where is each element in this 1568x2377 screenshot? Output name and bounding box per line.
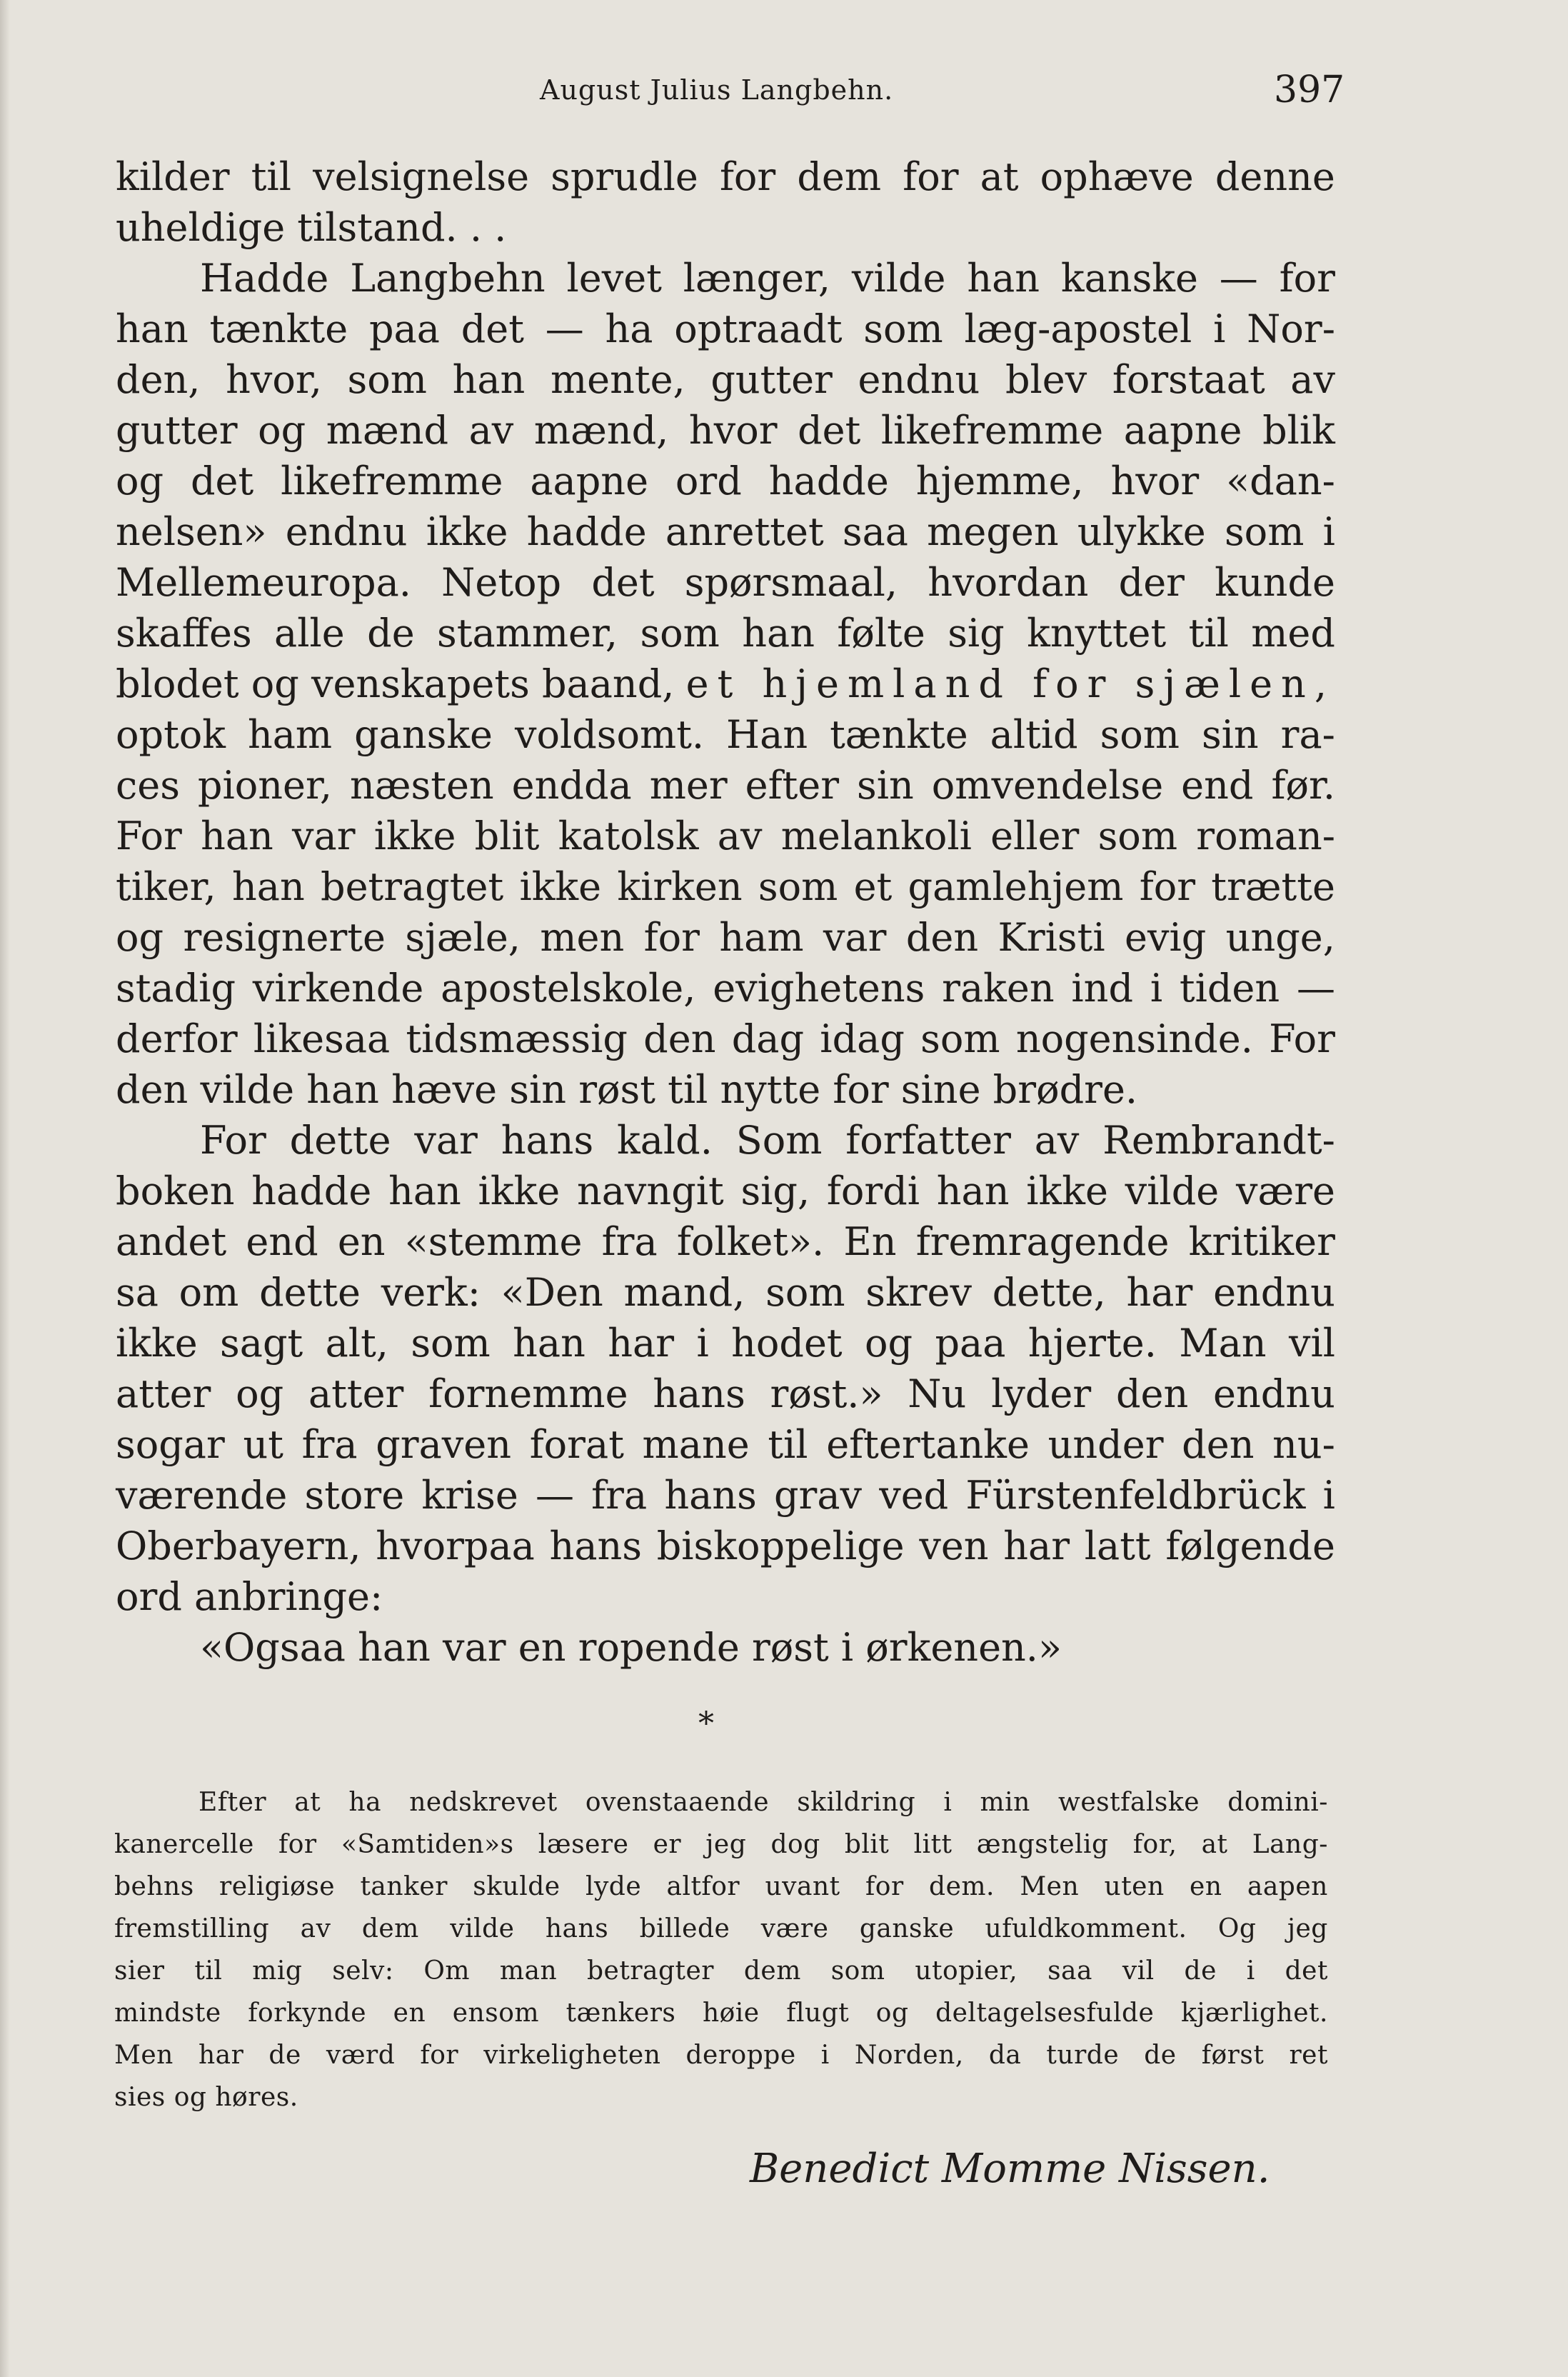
text-line: sogar ut fra graven forat mane til eftertanke under den nu- xyxy=(116,1422,1335,1467)
text-line: ikke sagt alt, som han har i hodet og paa hjerte. Man vil xyxy=(116,1321,1335,1366)
text-line: og resignerte sjæle, men for ham var den Kristi evig unge, xyxy=(116,915,1335,960)
footnote-line: fremstilling av dem vilde hans billede være ganske ufuldkomment. Og jeg xyxy=(114,1914,1328,1943)
text-line: For dette var hans kald. Som forfatter av Rembrandt- xyxy=(200,1118,1335,1163)
footnote-line: kanercelle for «Samtiden»s læsere er jeg dog blit litt ængstelig for, at Lang- xyxy=(114,1830,1328,1859)
text-line: andet end en «stemme fra folket». En fremragende kritiker xyxy=(116,1219,1335,1264)
text-line: ces pioner, næsten endda mer efter sin omvendelse end før. xyxy=(116,763,1335,808)
footnote-line: Men har de værd for virkeligheten deroppe i Norden, da turde de først ret xyxy=(114,2041,1328,2070)
text-line: stadig virkende apostelskole, evighetens raken ind i tiden — xyxy=(116,966,1335,1011)
text-line: kilder til velsignelse sprudle for dem for at ophæve denne xyxy=(116,154,1335,199)
text-line: uheldige tilstand. . . xyxy=(116,205,507,250)
footnote-line: sies og høres. xyxy=(114,2083,298,2112)
footnote-line: sier til mig selv: Om man betragter dem som utopier, saa vil de i det xyxy=(114,1956,1328,1986)
footnote xyxy=(114,1781,1328,2118)
text-line: tiker, han betragtet ikke kirken som et gamlehjem for trætte xyxy=(116,864,1335,909)
emphasized-phrase: et hjemland for sjælen, xyxy=(685,661,1335,706)
text-line: boken hadde han ikke navngit sig, fordi han ikke vilde være xyxy=(116,1169,1335,1213)
text-line: ord anbringe: xyxy=(116,1574,383,1619)
text-line: den vilde han hæve sin røst til nytte for sine brødre. xyxy=(116,1067,1138,1112)
text-line: Hadde Langbehn levet længer, vilde han kanske — for xyxy=(200,256,1335,301)
page-number: 397 xyxy=(1274,69,1345,111)
body-text xyxy=(116,151,1335,1673)
text-line: han tænkte paa det — ha optraadt som læg-apostel i Nor- xyxy=(116,306,1335,351)
text-line: Mellemeuropa. Netop det spørsmaal, hvordan der kunde xyxy=(116,560,1335,605)
text-line: den, hvor, som han mente, gutter endnu blev forstaat av xyxy=(116,357,1335,402)
section-separator: * xyxy=(698,1706,714,1742)
text-line: optok ham ganske voldsomt. Han tænkte altid som sin ra- xyxy=(116,712,1335,757)
footnote-line: mindste forkynde en ensom tænkers høie flugt og deltagelsesfulde kjærlighet. xyxy=(114,1998,1328,2028)
footnote-line: Efter at ha nedskrevet ovenstaaende skildring i min westfalske domini- xyxy=(198,1788,1328,1817)
text-segment: blodet og venskapets baand, xyxy=(116,661,675,706)
text-line: skaffes alle de stammer, som han følte sig knyttet til med xyxy=(116,611,1335,656)
text-line: For han var ikke blit katolsk av melankoli eller som roman- xyxy=(116,814,1335,859)
page-edge xyxy=(0,0,10,2377)
author-signature: Benedict Momme Nissen. xyxy=(750,2146,1270,2192)
text-line: atter og atter fornemme hans røst.» Nu lyder den endnu xyxy=(116,1371,1335,1416)
running-head xyxy=(0,69,1568,119)
text-line: nelsen» endnu ikke hadde anrettet saa megen ulykke som i xyxy=(116,509,1335,554)
text-line xyxy=(116,659,1335,709)
footnote-line: behns religiøse tanker skulde lyde altfor uvant for dem. Men uten en aapen xyxy=(114,1872,1328,1901)
text-line: gutter og mænd av mænd, hvor det likefremme aapne blik xyxy=(116,408,1335,453)
text-line: Oberbayern, hvorpaa hans biskoppelige ven har latt følgende xyxy=(116,1523,1335,1568)
text-line: «Ogsaa han var en ropende røst i ørkenen.» xyxy=(200,1625,1062,1670)
text-line: og det likefremme aapne ord hadde hjemme, hvor «dan- xyxy=(116,459,1335,504)
text-line: derfor likesaa tidsmæssig den dag idag som nogensinde. For xyxy=(116,1016,1335,1061)
running-title: August Julius Langbehn. xyxy=(540,74,894,106)
text-line: sa om dette verk: «Den mand, som skrev dette, har endnu xyxy=(116,1270,1335,1315)
text-line: værende store krise — fra hans grav ved Fürstenfeldbrück i xyxy=(116,1473,1335,1518)
